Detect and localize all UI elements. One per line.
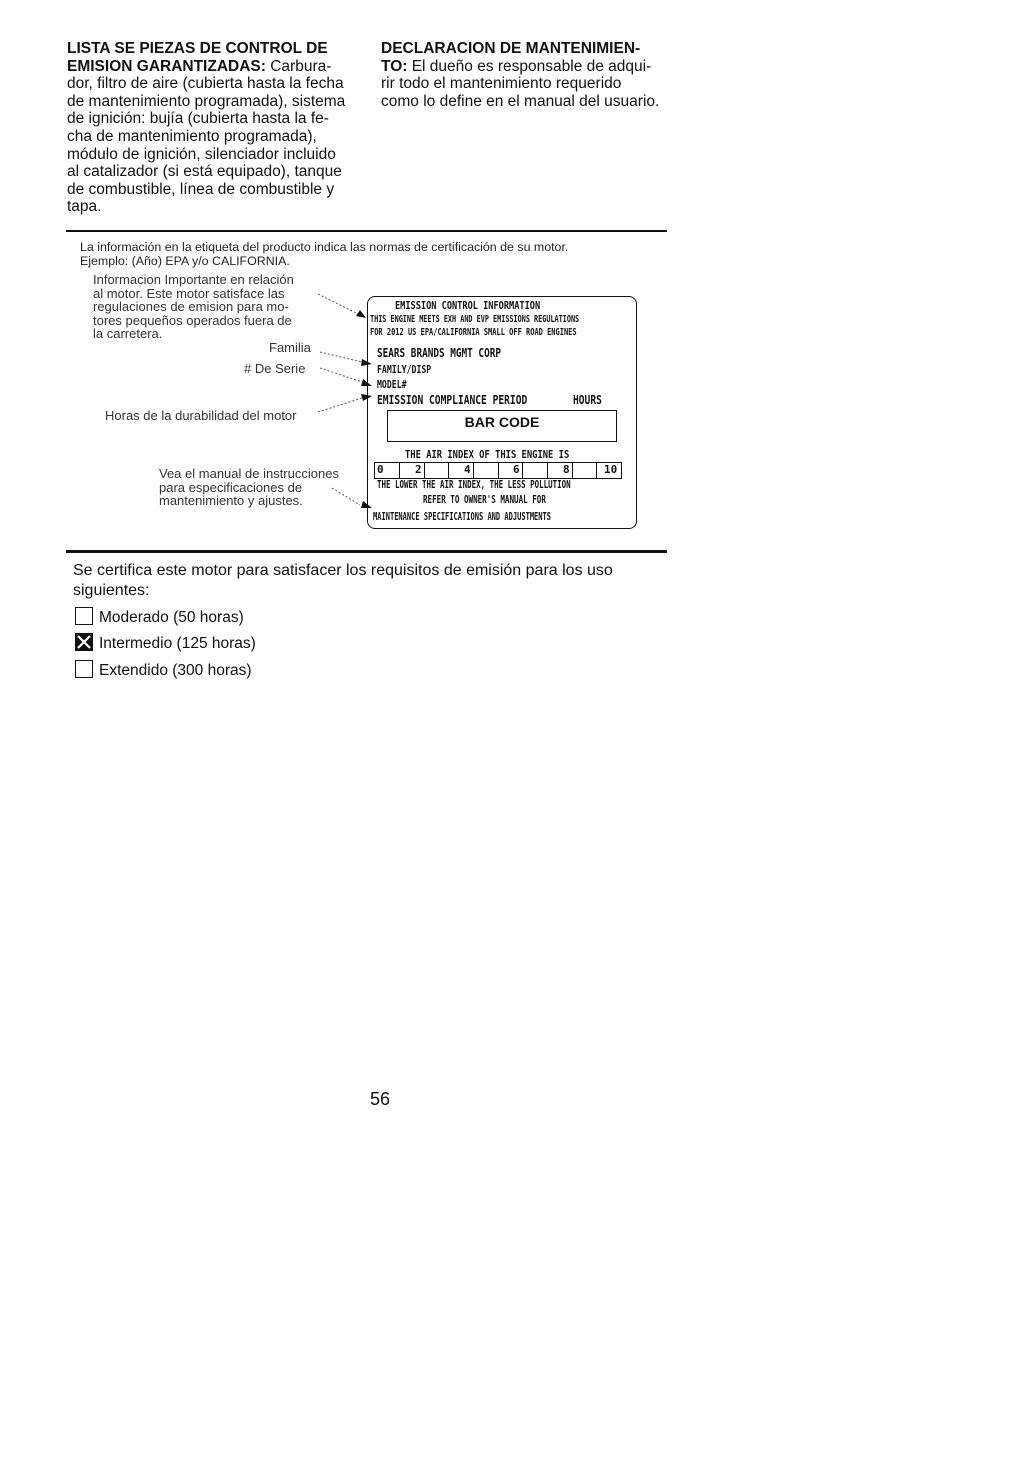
warranted-parts-line: de mantenimiento programada), sistema	[67, 92, 346, 110]
certification-line: Se certifica este motor para satisfacer los requisitos de emisión para los uso	[73, 562, 613, 579]
label-title: EMISSION CONTROL INFORMATION	[395, 300, 541, 312]
warranted-parts-heading: LISTA SE PIEZAS DE CONTROL DE	[67, 40, 328, 57]
x-mark-icon	[76, 634, 92, 650]
scale-label: 6	[513, 463, 520, 476]
option-label: Intermedio (125 horas)	[99, 635, 256, 652]
page-number: 56	[370, 1089, 391, 1109]
scale-label: 10	[604, 463, 618, 476]
warranted-parts-line: al catalizador (si está equipado), tanque	[67, 163, 342, 181]
callout-manual-line: para especificaciones de	[159, 479, 303, 495]
option-label: Moderado (50 horas)	[99, 609, 244, 626]
barcode-box	[387, 410, 617, 442]
warranted-parts-line: dor, filtro de aire (cubierta hasta la fecha	[67, 75, 344, 93]
callout-familia: Familia	[269, 340, 311, 355]
warranted-parts-text: Carbura-	[265, 57, 332, 75]
callout-info-line: tores pequeños operados fuera de	[93, 312, 292, 328]
air-index-scale	[374, 462, 622, 479]
warranted-parts-line: cha de mantenimiento programada),	[67, 127, 317, 145]
label-air-index: THE AIR INDEX OF THIS ENGINE IS	[405, 448, 570, 461]
scale-label: 8	[563, 463, 570, 476]
maintenance-statement-heading: DECLARACION DE MANTENIMIEN-	[381, 40, 641, 57]
label-hours: HOURS	[573, 393, 602, 407]
certification-text	[73, 561, 673, 601]
label-meets: THIS ENGINE MEETS EXH AND EVP EMISSIONS REGULATIONS	[370, 314, 580, 325]
maintenance-statement-text: El dueño es responsable de adqui-	[407, 57, 652, 75]
maintenance-statement-heading-2: TO:	[381, 57, 408, 75]
option-label: Extendido (300 horas)	[99, 662, 252, 679]
scale-label: 4	[464, 463, 471, 476]
callout-info-line: al motor. Este motor satisface las	[93, 285, 285, 301]
label-maint: MAINTENANCE SPECIFICATIONS AND ADJUSTMENTS	[373, 510, 552, 523]
callout-info-line: la carretera.	[93, 326, 163, 342]
warranted-parts-line: de combustible, línea de combustible y	[67, 180, 335, 198]
callout-info-line: Informacion Importante en relación	[93, 272, 294, 287]
scale-label: 2	[415, 463, 422, 476]
callout-manual-line: Vea el manual de instrucciones	[159, 466, 339, 481]
warranted-parts-heading-2: EMISION GARANTIZADAS:	[67, 57, 266, 75]
option-intermedio	[75, 633, 256, 654]
label-refer: REFER TO OWNER'S MANUAL FOR	[423, 494, 546, 506]
maintenance-statement-line: como lo define en el manual del usuario.	[381, 92, 660, 110]
label-intro-line: Ejemplo: (Año) EPA y/o CALIFORNIA.	[80, 254, 290, 268]
certification-line: siguientes:	[73, 582, 150, 599]
maintenance-statement-line: rir todo el mantenimiento requerido	[381, 75, 622, 93]
callout-horas: Horas de la durabilidad del motor	[105, 408, 297, 423]
label-company: SEARS BRANDS MGMT CORP	[377, 346, 501, 360]
label-model: MODEL#	[377, 379, 407, 391]
label-intro-line: La información en la etiqueta del producto indica las normas de certificación de su motor.	[80, 240, 569, 254]
barcode-label: BAR CODE	[464, 414, 540, 430]
callout-manual-line: mantenimiento y ajustes.	[159, 493, 303, 509]
divider-bottom	[66, 550, 667, 553]
checkbox[interactable]	[75, 660, 93, 678]
label-family: FAMILY/DISP	[377, 364, 432, 376]
warranted-parts-line: módulo de ignición, silenciador incluido	[67, 145, 336, 163]
label-period: EMISSION COMPLIANCE PERIOD	[377, 393, 528, 407]
option-moderado	[75, 607, 244, 628]
warranted-parts-line: tapa.	[67, 198, 102, 216]
checkbox-checked[interactable]	[75, 633, 93, 651]
label-lower: THE LOWER THE AIR INDEX, THE LESS POLLUTION	[377, 478, 571, 491]
callout-serie: # De Serie	[244, 361, 306, 376]
warranted-parts-line: de ignición: bujía (cubierta hasta la fe-	[67, 110, 329, 128]
label-year: FOR 2012 US EPA/CALIFORNIA SMALL OFF ROAD ENGINES	[370, 327, 577, 338]
scale-label: 0	[377, 463, 384, 476]
option-extendido	[75, 660, 252, 681]
checkbox[interactable]	[75, 607, 93, 625]
callout-info-line: regulaciones de emision para mo-	[93, 299, 289, 315]
